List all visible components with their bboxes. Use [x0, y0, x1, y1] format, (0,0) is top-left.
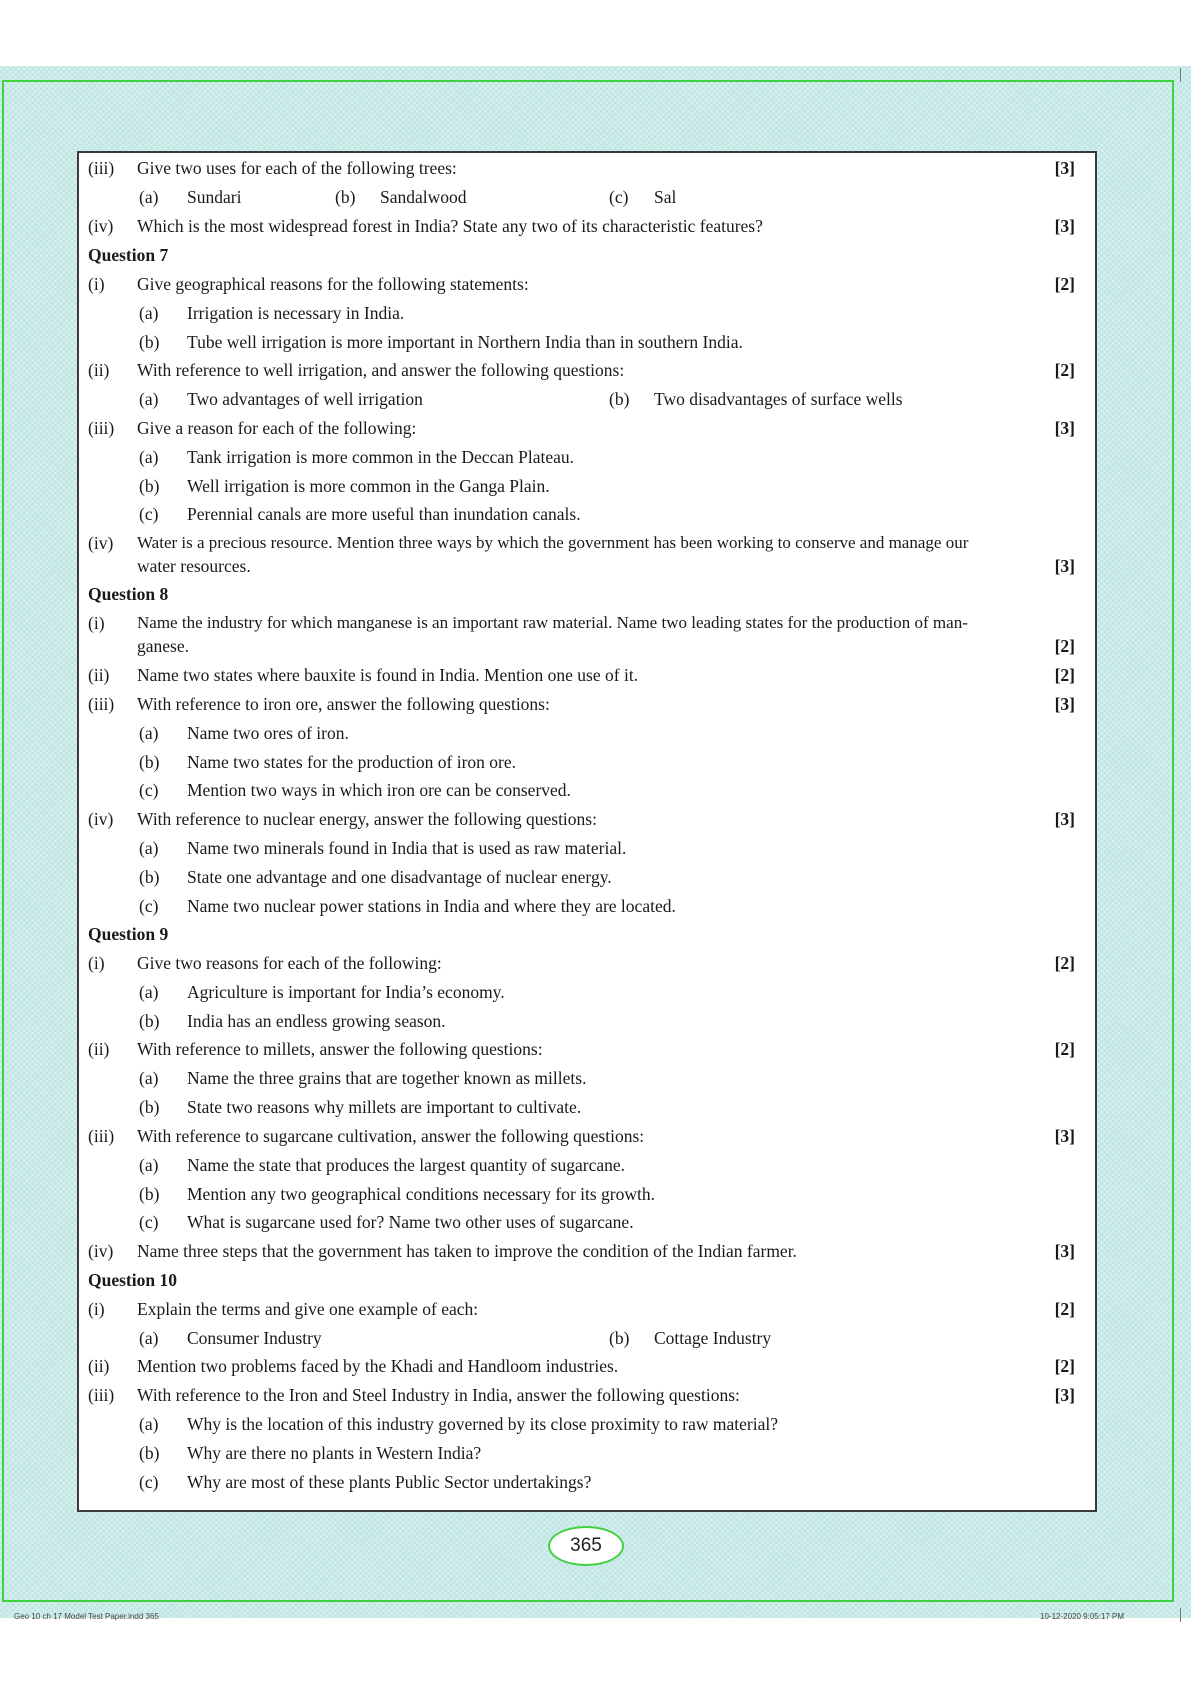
- part-number: (iv): [88, 1241, 114, 1261]
- sub-label: (a): [139, 982, 159, 1002]
- sub-label: (c): [139, 780, 159, 800]
- sub-label: (a): [139, 1328, 159, 1348]
- sub-text: Name the three grains that are together known as millets.: [187, 1068, 587, 1088]
- marks: [3]: [1054, 694, 1075, 714]
- sub-text: Name the state that produces the largest quantity of sugarcane.: [187, 1155, 625, 1175]
- part-number: (iii): [88, 158, 115, 178]
- marks: [3]: [1054, 809, 1075, 829]
- part-text: Name three steps that the government has taken to improve the condition of the Indian farmer.: [137, 1241, 797, 1261]
- question-heading: Question 9: [88, 924, 169, 944]
- print-slug-right: 10-12-2020 9:05:17 PM: [1040, 1612, 1125, 1621]
- marks: [3]: [1054, 1241, 1075, 1261]
- sub-text: Tube well irrigation is more important in Northern India than in southern India.: [187, 332, 743, 352]
- sub-text: Sandalwood: [380, 187, 467, 207]
- sub-text: Well irrigation is more common in the Ganga Plain.: [187, 476, 550, 496]
- part-text: Give two reasons for each of the following:: [137, 953, 442, 973]
- part-number: (i): [88, 953, 105, 973]
- sub-text: What is sugarcane used for? Name two other uses of sugarcane.: [187, 1212, 634, 1232]
- sub-text: Name two minerals found in India that is used as raw material.: [187, 838, 627, 858]
- marks: [2]: [1054, 953, 1075, 973]
- part-text: With reference to well irrigation, and answer the following questions:: [137, 360, 625, 380]
- part-text: With reference to the Iron and Steel Industry in India, answer the following questions:: [137, 1385, 740, 1405]
- sub-label: (a): [139, 1155, 159, 1175]
- sub-text: Sundari: [187, 187, 242, 207]
- part-text: With reference to nuclear energy, answer the following questions:: [137, 809, 597, 829]
- part-number: (iv): [88, 216, 114, 236]
- part-number: (iv): [88, 809, 114, 829]
- marks: [2]: [1054, 274, 1075, 294]
- sub-text: Two advantages of well irrigation: [187, 389, 423, 409]
- sub-label: (b): [139, 332, 160, 352]
- part-text: Explain the terms and give one example of each:: [137, 1299, 479, 1319]
- part-number: (iii): [88, 694, 115, 714]
- sub-label: (b): [139, 476, 160, 496]
- sub-text: Why is the location of this industry governed by its close proximity to raw material?: [187, 1414, 778, 1434]
- sub-text: Tank irrigation is more common in the Deccan Plateau.: [187, 447, 575, 467]
- sub-text: Perennial canals are more useful than inundation canals.: [187, 504, 581, 524]
- part-text: Which is the most widespread forest in India? State any two of its characteristic features?: [137, 216, 763, 236]
- sub-text: State two reasons why millets are important to cultivate.: [187, 1097, 582, 1117]
- page-number: 365: [548, 1526, 624, 1566]
- part-text: Water is a precious resource. Mention three ways by which the government has been working to conserve and manage our: [137, 533, 969, 552]
- part-number: (ii): [88, 360, 110, 380]
- crop-mark-bottom: [1180, 1608, 1181, 1622]
- question-heading: Question 7: [88, 245, 169, 265]
- part-number: (iv): [88, 533, 114, 553]
- part-text: water resources.: [137, 556, 251, 576]
- sub-label: (c): [139, 504, 159, 524]
- sub-text: Name two nuclear power stations in India and where they are located.: [187, 896, 676, 916]
- marks: [2]: [1054, 665, 1075, 685]
- sub-text: Mention any two geographical conditions necessary for its growth.: [187, 1184, 656, 1204]
- sub-text: Cottage Industry: [654, 1328, 772, 1348]
- part-number: (i): [88, 613, 105, 633]
- part-number: (ii): [88, 665, 110, 685]
- sub-label: (c): [139, 896, 159, 916]
- sub-text: Sal: [654, 187, 677, 207]
- crop-mark-top: [1180, 68, 1181, 82]
- sub-label: (a): [139, 447, 159, 467]
- sub-label: (c): [609, 187, 629, 207]
- sub-label: (b): [335, 187, 356, 207]
- sub-label: (a): [139, 723, 159, 743]
- sub-label: (a): [139, 303, 159, 323]
- part-text: Name the industry for which manganese is an important raw material. Name two leading states for the production of man-: [137, 613, 968, 632]
- part-number: (i): [88, 1299, 105, 1319]
- sub-text: India has an endless growing season.: [187, 1011, 446, 1031]
- part-number: (ii): [88, 1356, 110, 1376]
- part-number: (iii): [88, 1126, 115, 1146]
- sub-label: (a): [139, 1414, 159, 1434]
- marks: [3]: [1054, 158, 1075, 178]
- part-number: (i): [88, 274, 105, 294]
- part-text: Name two states where bauxite is found in India. Mention one use of it.: [137, 665, 639, 685]
- marks: [2]: [1054, 1039, 1075, 1059]
- part-number: (iii): [88, 1385, 115, 1405]
- sub-label: (b): [139, 1443, 160, 1463]
- sub-label: (a): [139, 187, 159, 207]
- part-text: Give geographical reasons for the following statements:: [137, 274, 529, 294]
- print-slug-left: Geo 10 ch 17 Model Test Paper.indd 365: [14, 1612, 159, 1621]
- marks: [2]: [1054, 1356, 1075, 1376]
- part-number: (ii): [88, 1039, 110, 1059]
- part-text: With reference to millets, answer the following questions:: [137, 1039, 543, 1059]
- part-number: (iii): [88, 418, 115, 438]
- sub-text: Consumer Industry: [187, 1328, 322, 1348]
- marks: [3]: [1054, 418, 1075, 438]
- part-text: With reference to iron ore, answer the following questions:: [137, 694, 550, 714]
- part-text: Give two uses for each of the following trees:: [137, 158, 457, 178]
- part-text: With reference to sugarcane cultivation, answer the following questions:: [137, 1126, 645, 1146]
- sub-label: (a): [139, 838, 159, 858]
- sub-label: (b): [609, 389, 630, 409]
- marks: [2]: [1054, 360, 1075, 380]
- marks: [2]: [1054, 1299, 1075, 1319]
- sub-label: (c): [139, 1212, 159, 1232]
- sub-label: (b): [139, 867, 160, 887]
- part-text: Mention two problems faced by the Khadi and Handloom industries.: [137, 1356, 619, 1376]
- sub-label: (b): [139, 752, 160, 772]
- sub-text: Why are most of these plants Public Sector undertakings?: [187, 1472, 592, 1492]
- sub-text: Why are there no plants in Western India?: [187, 1443, 482, 1463]
- sub-text: Name two states for the production of iron ore.: [187, 752, 517, 772]
- marks: [3]: [1054, 1126, 1075, 1146]
- sub-text: Agriculture is important for India’s economy.: [187, 982, 505, 1002]
- question-box: [77, 151, 1097, 1512]
- part-text: ganese.: [137, 636, 189, 656]
- sub-label: (a): [139, 1068, 159, 1088]
- sub-text: Name two ores of iron.: [187, 723, 349, 743]
- marks: [3]: [1054, 556, 1075, 576]
- sub-label: (b): [139, 1011, 160, 1031]
- sub-label: (a): [139, 389, 159, 409]
- marks: [3]: [1054, 1385, 1075, 1405]
- marks: [2]: [1054, 636, 1075, 656]
- sub-text: Two disadvantages of surface wells: [654, 389, 903, 409]
- part-text: Give a reason for each of the following:: [137, 418, 417, 438]
- sub-text: Mention two ways in which iron ore can be conserved.: [187, 780, 571, 800]
- sub-label: (b): [139, 1097, 160, 1117]
- sub-text: State one advantage and one disadvantage of nuclear energy.: [187, 867, 612, 887]
- sub-text: Irrigation is necessary in India.: [187, 303, 405, 323]
- question-heading: Question 8: [88, 584, 169, 604]
- sub-label: (c): [139, 1472, 159, 1492]
- question-heading: Question 10: [88, 1270, 177, 1290]
- sub-label: (b): [609, 1328, 630, 1348]
- sub-label: (b): [139, 1184, 160, 1204]
- marks: [3]: [1054, 216, 1075, 236]
